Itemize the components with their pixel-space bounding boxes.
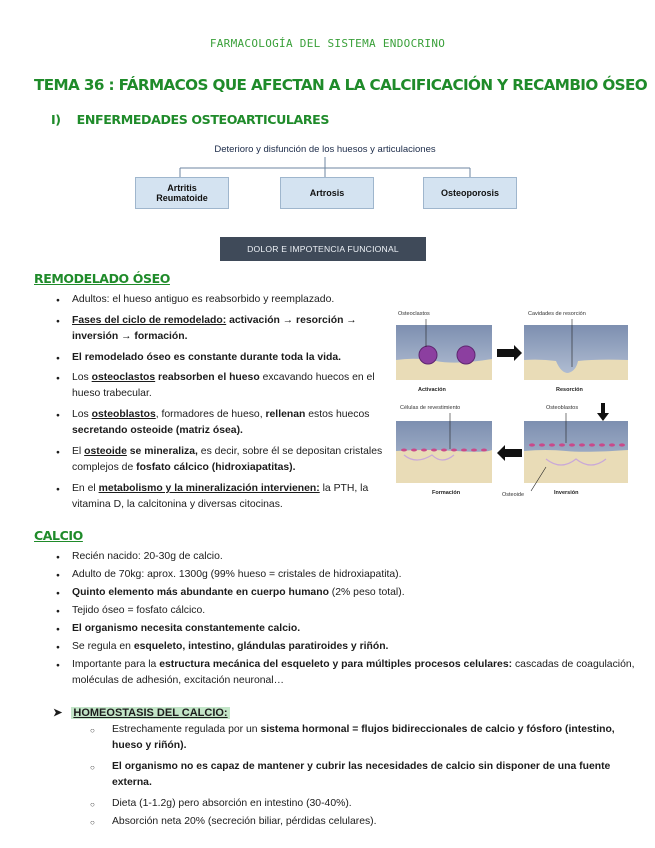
list-item: ● El osteoide se mineraliza, es decir, sobre él se depositan cristales complejos de fosfato cálcico (hidroxiapatitas). — [56, 444, 386, 477]
diagram-title: Deterioro y disfunción de los huesos y articulaciones — [214, 144, 436, 155]
list-item: ● En el metabolismo y la mineralización intervienen: la PTH, la vitamina D, la calcitonina y diversas citocinas. — [56, 481, 386, 514]
list-item: ○ Dieta (1-1.2g) pero absorción en intestino (30-40%). — [90, 796, 630, 812]
list-item: ○ Estrechamente regulada por un sistema hormonal = flujos bidireccionales de calcio y fósforo (intestino, hueso y riñón). — [90, 722, 630, 755]
list-item: ● Quinto elemento más abundante en cuerpo humano (2% peso total). — [56, 585, 636, 601]
diagram-box-artrosis: Artrosis — [280, 177, 374, 209]
diagram-box-osteoporosis: Osteoporosis — [423, 177, 517, 209]
list-item: ● El remodelado óseo es constante durante toda la vida. — [56, 350, 386, 366]
main-title: TEMA 36 : FÁRMACOS QUE AFECTAN A LA CALCIFICACIÓN Y RECAMBIO ÓSEO — [34, 76, 648, 94]
homeostasis-label: HOMEOSTASIS DEL CALCIO: — [73, 707, 228, 719]
label-celulas-revestimiento: Células de revestimiento — [400, 405, 461, 411]
heading-remodelado: REMODELADO ÓSEO — [34, 271, 170, 286]
arrow-down-icon — [597, 403, 609, 421]
diagram-box-artritis: Artritis Reumatoide — [135, 177, 229, 209]
label-formacion: Formación — [432, 490, 461, 496]
section-title-enfermedades — [51, 111, 329, 130]
label-osteoblastos: Osteoblastos — [546, 405, 579, 411]
page-header-title: FARMACOLOGÍA DEL SISTEMA ENDOCRINO — [209, 37, 446, 50]
label-cavidades: Cavidades de resorción — [528, 311, 586, 317]
label-activacion: Activación — [418, 387, 446, 393]
label-osteoclastos: Osteoclastos — [398, 311, 430, 317]
section-number: I) — [51, 112, 61, 127]
list-item: ● Tejido óseo = fosfato cálcico. — [56, 603, 636, 619]
arrow-left-icon — [497, 445, 522, 461]
list-item: ● Importante para la estructura mecánica del esqueleto y para múltiples procesos celulares: cascadas de coagulación, moléculas de adhesión, excitación neuronal… — [56, 657, 636, 690]
label-inversion: Inversión — [554, 490, 579, 496]
list-item: ● Los osteoblastos, formadores de hueso, rellenan estos huecos secretando osteoide (matriz ósea). — [56, 407, 386, 440]
label-osteoide: Osteoide — [502, 492, 525, 498]
section-label: ENFERMEDADES OSTEOARTICULARES — [76, 112, 330, 127]
heading-calcio: CALCIO — [34, 528, 83, 543]
arrow-right-icon — [497, 345, 522, 361]
diagram-bar-dolor: DOLOR E IMPOTENCIA FUNCIONAL — [220, 237, 426, 261]
label-resorcion: Resorción — [556, 387, 583, 393]
list-item: ● Fases del ciclo de remodelado: activación → resorción → inversión → formación. — [56, 313, 386, 346]
remodelado-list — [56, 292, 386, 518]
list-item: ● Los osteoclastos reabsorben el hueso excavando huecos en el hueso trabecular. — [56, 370, 386, 403]
diagram-deterioro — [130, 140, 530, 265]
list-item: ● Adultos: el hueso antiguo es reabsorbido y reemplazado. — [56, 292, 386, 308]
list-item: ● Recién nacido: 20-30g de calcio. — [56, 549, 636, 565]
list-item: ● Adulto de 70kg: aprox. 1300g (99% hueso = cristales de hidroxiapatita). — [56, 567, 636, 583]
bone-remodeling-figure — [396, 305, 628, 500]
arrow-bullet-icon: ➤ — [53, 707, 63, 719]
list-item: ● Se regula en esqueleto, intestino, glándulas paratiroides y riñón. — [56, 639, 636, 655]
homeostasis-heading — [53, 705, 230, 722]
calcio-list — [56, 549, 636, 691]
list-item: ● El organismo necesita constantemente calcio. — [56, 621, 636, 637]
homeostasis-list — [90, 722, 630, 834]
list-item: ○ Absorción neta 20% (secreción biliar, pérdidas celulares). — [90, 814, 630, 830]
list-item: ○ El organismo no es capaz de mantener y cubrir las necesidades de calcio sin disponer de una fuente externa. — [90, 759, 630, 792]
